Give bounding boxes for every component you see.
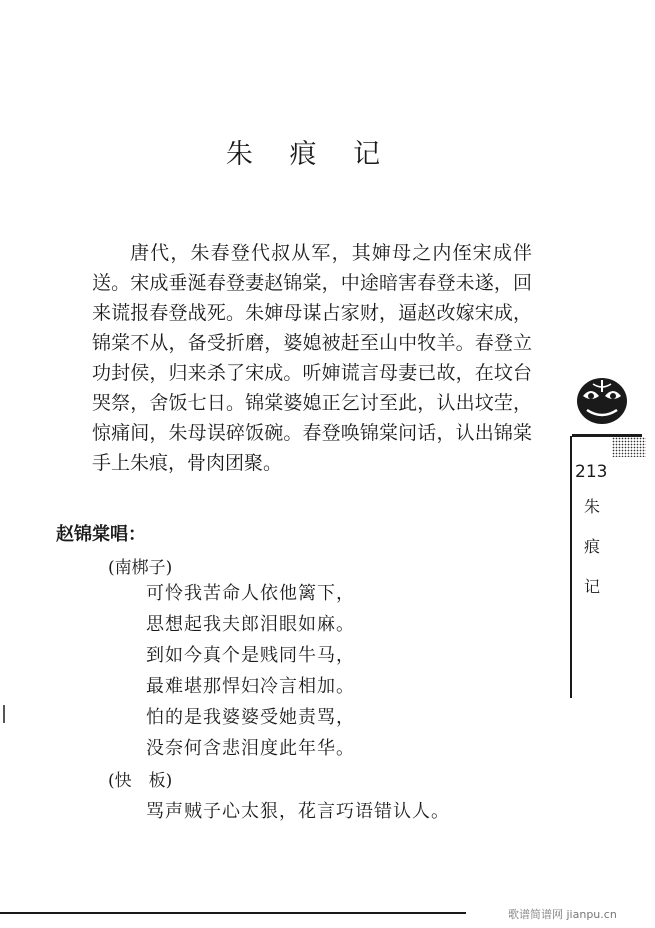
lyric-line: 可怜我苦命人依他篱下， [146,583,355,604]
opera-mask-icon [575,376,629,426]
synopsis-text: 唐代，朱春登代叔从军，其婶母之内侄宋成伴送。宋成垂涎春登妻赵锦棠，中途暗害春登未遂，回来谎报春登战死。朱婶母谋占家财，逼赵改嫁宋成，锦棠不从，备受折磨，婆媳被赶至山中牧羊。春登立功封侯，归来杀了宋成。听婶谎言母妻已故，在坟台哭祭，舍饭七日。锦棠婆媳正乞讨至此，认出坟茔，惊痛间，朱母误碎饭碗。春登唤锦棠问话，认出锦棠手上朱痕，骨肉团聚。 [92,242,532,474]
lyrics-block-2 [146,796,450,827]
bottom-rule [0,912,466,914]
scan-artifact [3,705,5,723]
halftone-ornament [612,437,646,457]
lyric-line: 没奈何含悲泪度此年华。 [146,738,355,759]
page-title: 朱 痕 记 [225,139,395,170]
tune-label-nanbangzi: (南梆子) [108,558,173,578]
side-vertical-rule [570,436,572,698]
running-title-char: 记 [584,577,601,596]
running-title-vertical [584,495,600,615]
lyric-line: 骂声贼子心太狠，花言巧语错认人。 [146,801,450,822]
lyric-line: 到如今真个是贱同牛马， [146,645,355,666]
tune-label-kuaiban: (快 板) [108,771,173,791]
singer-label: 赵锦棠唱： [56,524,146,545]
lyric-line: 思想起我夫郎泪眼如麻。 [146,614,355,635]
running-title-char: 朱 [584,497,601,516]
lyrics-block-1 [146,578,355,764]
page-number: 213 [575,462,608,482]
synopsis-paragraph [92,238,532,478]
lyric-line: 最难堪那悍妇冷言相加。 [146,676,355,697]
lyric-line: 怕的是我婆婆受她责骂， [146,707,355,728]
watermark: 歌谱简谱网 jianpu.cn [508,908,617,921]
running-title-char: 痕 [584,537,601,556]
